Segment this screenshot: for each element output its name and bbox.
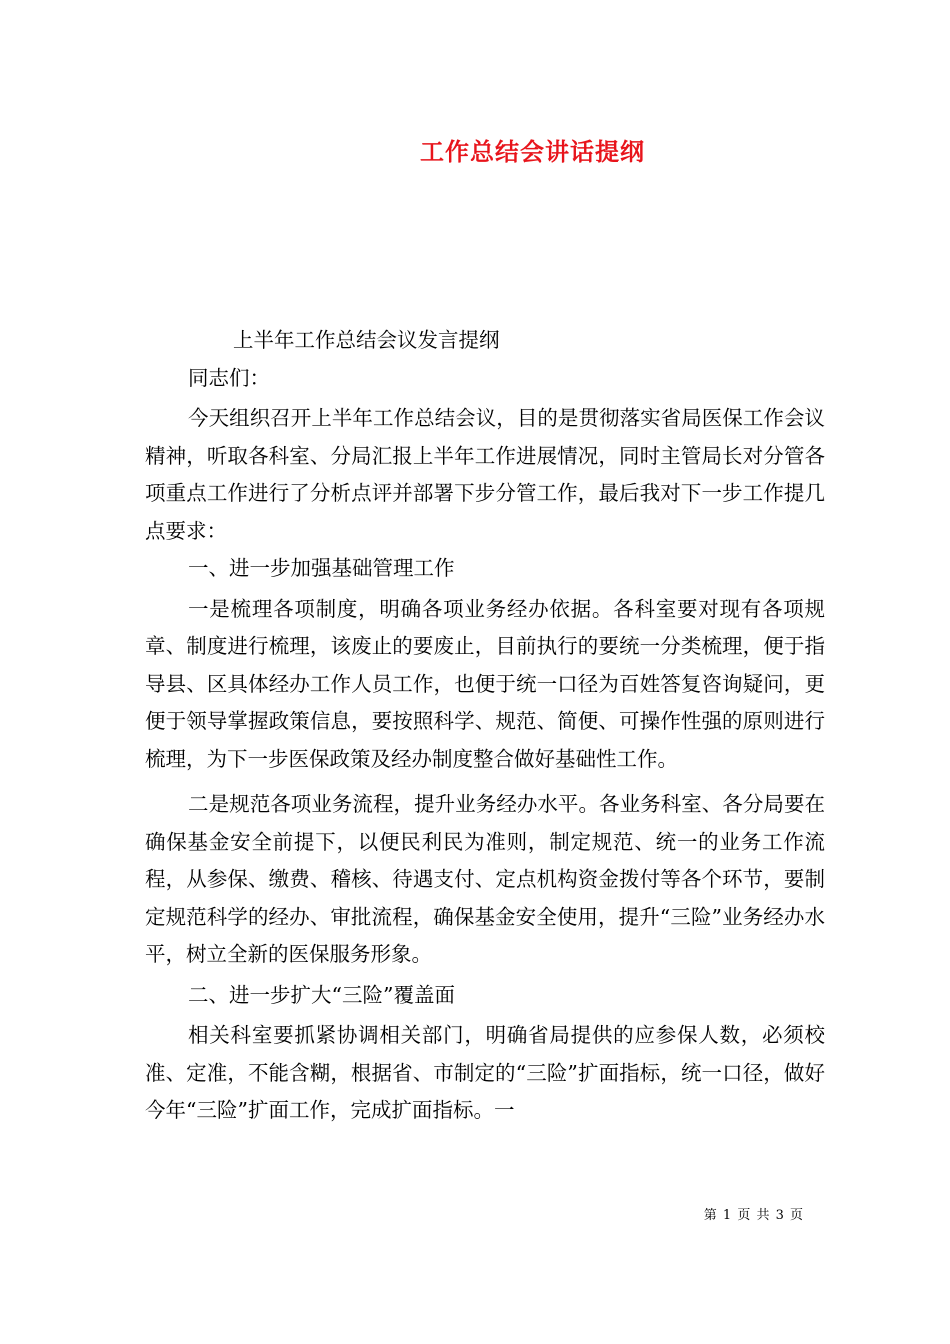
paragraph-item-1: 一是梳理各项制度，明确各项业务经办依据。各科室要对现有各项规章、制度进行梳理，该废止的要废止，目前执行的要统一分类梳理，便于指导县、区具体经办工作人员工作，也便于统一口径为百姓答复咨询疑问，更便于领导掌握政策信息，要按照科学、规范、简便、可操作性强的原则进行梳理，为下一步医保政策及经办制度整合做好基础性工作。 <box>145 596 825 771</box>
document-title: 工作总结会讲话提纲 <box>420 138 645 166</box>
section-heading-2: 二、进一步扩大“三险”覆盖面 <box>188 982 456 1007</box>
document-body <box>145 322 825 1130</box>
page-number-footer: 第 1 页 共 3 页 <box>703 1208 804 1223</box>
paragraph-section-2: 相关科室要抓紧协调相关部门，明确省局提供的应参保人数，必须校准、定准，不能含糊，根据省、市制定的“三险”扩面指标，统一口径，做好今年“三险”扩面工作，完成扩面指标。一 <box>145 1023 825 1122</box>
section-heading-1: 一、进一步加强基础管理工作 <box>188 556 455 580</box>
salutation: 同志们： <box>188 365 271 390</box>
paragraph-intro: 今天组织召开上半年工作总结会议，目的是贯彻落实省局医保工作会议精神，听取各科室、分局汇报上半年工作进展情况，同时主管局长对分管各项重点工作进行了分析点评并部署下步分管工作，最后我对下一步工作提几点要求： <box>145 406 825 543</box>
document-subtitle: 上半年工作总结会议发言提纲 <box>233 328 500 352</box>
paragraph-item-2: 二是规范各项业务流程，提升业务经办水平。各业务科室、各分局要在确保基金安全前提下，以便民利民为准则，制定规范、统一的业务工作流程，从参保、缴费、稽核、待遇支付、定点机构资金拨付等各个环节，要制定规范科学的经办、审批流程，确保基金安全使用，提升“三险”业务经办水平，树立全新的医保服务形象。 <box>145 792 825 966</box>
